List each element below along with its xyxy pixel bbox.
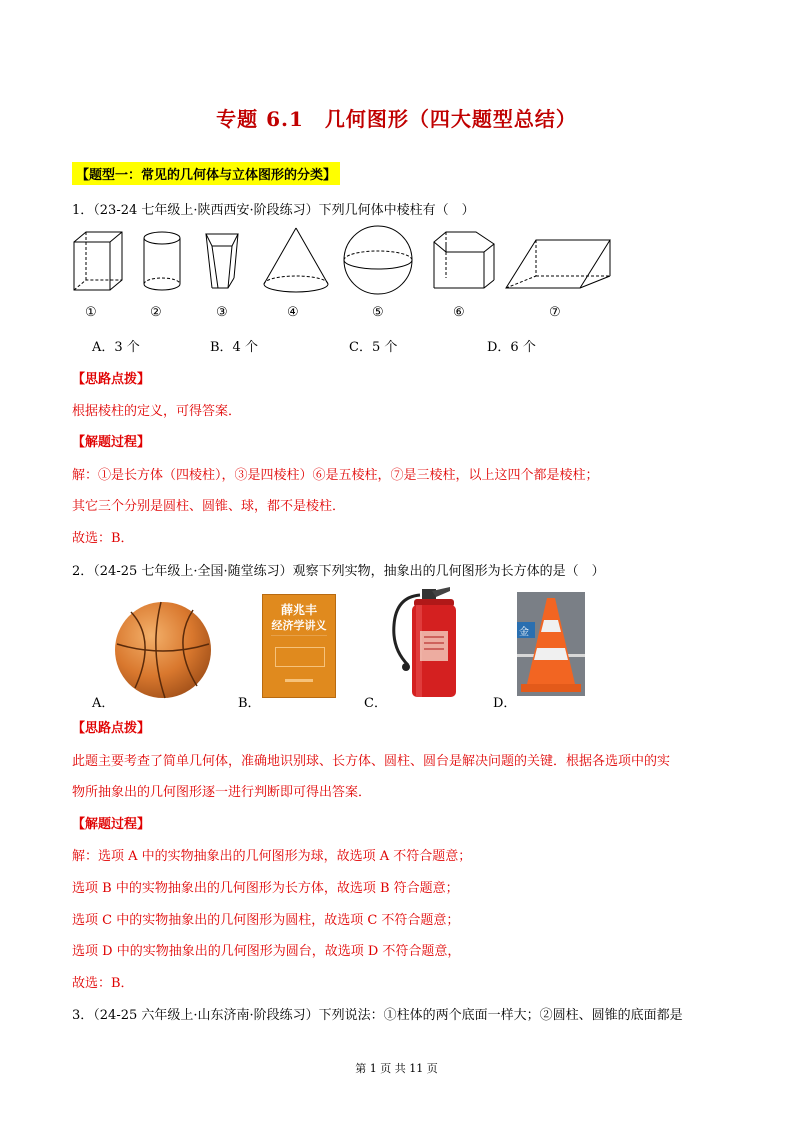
solution-line: 其它三个分别是圆柱、圆锥、球，都不是棱柱． xyxy=(72,499,346,514)
solution-line: 故选：B． xyxy=(72,976,134,991)
traffic-cone-image xyxy=(517,592,585,696)
triangular-prism-figure xyxy=(506,240,610,288)
solution-line: 解：选项 A 中的实物抽象出的几何图形为球，故选项 A 不符合题意； xyxy=(72,849,472,864)
cone-figure xyxy=(264,228,328,292)
cylinder-figure xyxy=(144,232,180,290)
solution-line: 选项 D 中的实物抽象出的几何图形为圆台，故选项 D 不符合题意， xyxy=(72,944,461,959)
figure-label: ⑥ xyxy=(453,305,465,320)
solid-figures xyxy=(66,222,626,302)
option-c: C． xyxy=(364,696,387,711)
hint-text: 物所抽象出的几何图形逐一进行判断即可得出答案． xyxy=(72,785,372,800)
basketball-image xyxy=(113,600,213,700)
solution-line: 选项 C 中的实物抽象出的几何图形为圆柱，故选项 C 不符合题意； xyxy=(72,913,460,928)
cone-sign-text: 金 xyxy=(519,627,529,638)
fire-extinguisher-image xyxy=(386,585,466,701)
book-image xyxy=(262,594,336,698)
option-d: D． xyxy=(493,696,517,711)
book-title: 经济学讲义 xyxy=(271,619,327,632)
book-title: 薛兆丰 xyxy=(280,603,317,617)
section-heading: 【题型一：常见的几何体与立体图形的分类】 xyxy=(72,162,340,185)
figure-label: ① xyxy=(85,305,97,320)
quadrangular-prism-figure xyxy=(206,234,238,288)
solution-heading: 【解题过程】 xyxy=(72,817,151,832)
page-title: 专题 6.1 几何图形（四大题型总结） xyxy=(216,107,577,131)
hint-heading: 【思路点拨】 xyxy=(72,721,151,736)
figure-label: ④ xyxy=(287,305,299,320)
solution-heading: 【解题过程】 xyxy=(72,435,151,450)
figure-label: ⑦ xyxy=(549,305,561,320)
option-a: A． xyxy=(92,696,115,711)
solution-line: 解：①是长方体（四棱柱），③是四棱柱）⑥是五棱柱，⑦是三棱柱，以上这四个都是棱柱； xyxy=(72,468,599,483)
sphere-figure xyxy=(344,226,412,294)
question-3-stem: 3．（24-25 六年级上·山东济南·阶段练习）下列说法：①柱体的两个底面一样大；②圆柱、圆锥的底面都是 xyxy=(72,1008,683,1023)
question-2-stem: 2．（24-25 七年级上·全国·随堂练习）观察下列实物，抽象出的几何图形为长方体的是（ ） xyxy=(72,564,605,579)
figure-label: ② xyxy=(150,305,162,320)
cuboid-figure xyxy=(74,232,122,290)
option-b: B．4 个 xyxy=(210,340,258,355)
page-footer: 第 1 页 共 11 页 xyxy=(355,1062,438,1075)
hint-text: 此题主要考查了简单几何体，准确地识别球、长方体、圆柱、圆台是解决问题的关键．根据各选项中的实 xyxy=(72,754,671,769)
option-a: A．3 个 xyxy=(92,340,140,355)
question-1-stem: 1．（23-24 七年级上·陕西西安·阶段练习）下列几何体中棱柱有（ ） xyxy=(72,203,475,218)
hint-text: 根据棱柱的定义，可得答案． xyxy=(72,404,242,419)
figure-label: ③ xyxy=(216,305,228,320)
option-b: B． xyxy=(238,696,261,711)
option-c: C．5 个 xyxy=(349,340,398,355)
solution-line: 选项 B 中的实物抽象出的几何图形为长方体，故选项 B 符合题意； xyxy=(72,881,459,896)
hint-heading: 【思路点拨】 xyxy=(72,372,151,387)
solution-line: 故选：B． xyxy=(72,531,134,546)
option-d: D．6 个 xyxy=(487,340,536,355)
figure-label: ⑤ xyxy=(372,305,384,320)
pentagonal-prism-figure xyxy=(434,232,494,288)
